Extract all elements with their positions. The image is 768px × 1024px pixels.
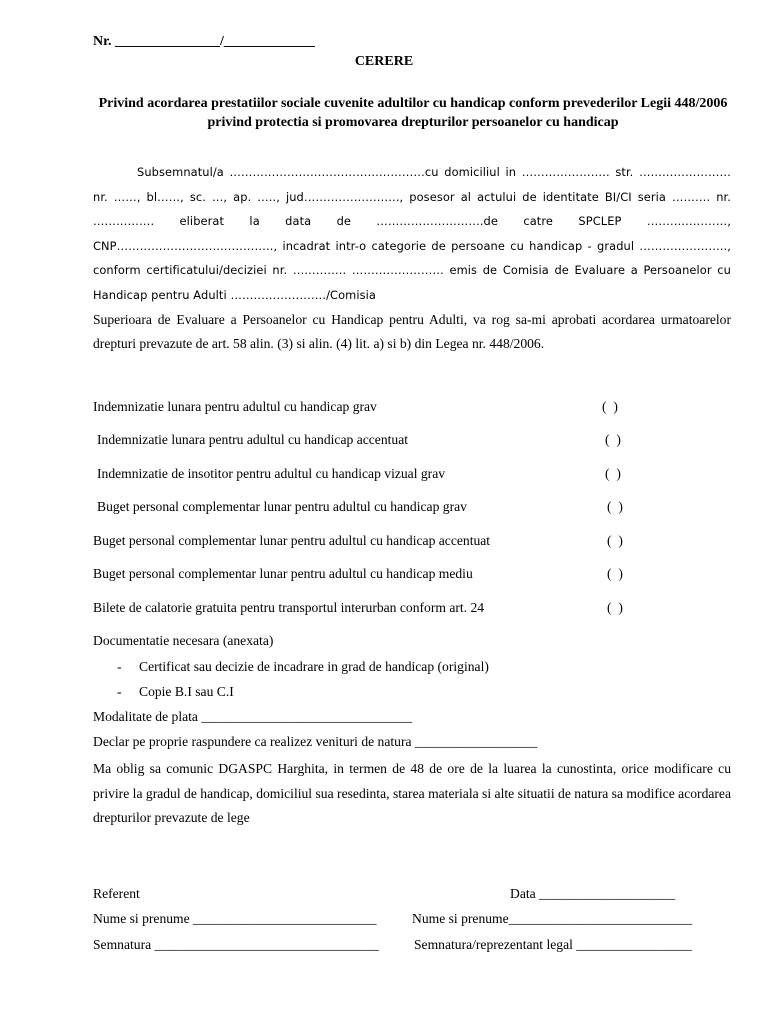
bullet-dash: -: [117, 684, 122, 699]
bullet-dash: -: [117, 659, 122, 674]
request-text: Superioara de Evaluare a Persoanelor cu Handicap pentru Adulti, va rog sa-mi aprobati acordarea urmatoarelor drepturi prevazute de art. 58 alin. (3) si alin. (4) lit. a) si b) din Legea nr. 448/2006.: [93, 311, 731, 352]
option-label: Buget personal complementar lunar pentru adultul cu handicap mediu: [93, 566, 473, 581]
option-checkbox[interactable]: ( ): [605, 432, 621, 447]
applicant-details-text: [93, 160, 731, 308]
option-label: Indemnizatie de insotitor pentru adultul cu handicap vizual grav: [97, 466, 446, 481]
referent-label: Referent: [93, 886, 140, 901]
option-checkbox[interactable]: ( ): [607, 499, 623, 514]
option-label: Buget personal complementar lunar pentru adultul cu handicap grav: [97, 499, 467, 514]
option-checkbox[interactable]: ( ): [602, 399, 618, 414]
obligation-text: Ma oblig sa comunic DGASPC Harghita, in termen de 48 de ore de la luarea la cunostinta, orice modificare cu privire la gradul de handicap, domiciliul sua resedinta, starea materiala si alte situatii de natura sa modifice acordarea drepturilor prevazute de lege: [93, 761, 731, 826]
signature-field-right[interactable]: Semnatura/reprezentant legal _________________: [414, 937, 692, 952]
date-field[interactable]: Data ____________________: [510, 886, 675, 901]
payment-method-field[interactable]: Modalitate de plata _______________________________: [93, 709, 413, 724]
name-field-left[interactable]: Nume si prenume ___________________________: [93, 911, 377, 926]
option-label: Indemnizatie lunara pentru adultul cu handicap grav: [93, 399, 377, 414]
document-subtitle: Privind acordarea prestatiilor sociale cuvenite adultilor cu handicap conform prevederilor Legii 448/2006 privind protectia si promovarea drepturilor persoanelor cu handicap: [98, 96, 728, 130]
document-title: CERERE: [354, 54, 414, 69]
option-checkbox[interactable]: ( ): [605, 466, 621, 481]
obligation-paragraph: [93, 757, 731, 831]
option-label: Bilete de calatorie gratuita pentru transportul interurban conform art. 24: [93, 600, 485, 615]
option-label: Indemnizatie lunara pentru adultul cu handicap accentuat: [97, 432, 409, 447]
signature-field-left[interactable]: Semnatura _________________________________: [93, 937, 379, 952]
applicant-paragraph: [93, 160, 731, 357]
docs-item: Copie B.I sau C.I: [139, 684, 234, 699]
name-field-right[interactable]: Nume si prenume___________________________: [412, 911, 693, 926]
applicant-details-fields: Subsemnatul/a ……………………………………………cu domiciliul in ………………….. str. ……………………nr. ……, bl……, sc. …, ap. ….., jud……………………., posesor al actului de identitate BI/CI seria ………. nr. ……………. eliberat la data de ……………………….de catre SPCLEP …………………, CNP………………………………….., incadrat intr-o categorie de persoane cu handicap - gradul ………………….., conform certificatului/deciziei nr. ………….. …………………… emis de Comisia de Evaluare a Persoanelor cu Handicap pentru Adulti ……………………./Comisia: [93, 165, 731, 302]
income-declaration-field[interactable]: Declar pe proprie raspundere ca realizez venituri de natura __________________: [93, 734, 538, 749]
option-label: Buget personal complementar lunar pentru adultul cu handicap accentuat: [93, 533, 491, 548]
docs-item: Certificat sau decizie de incadrare in grad de handicap (original): [139, 659, 489, 674]
option-checkbox[interactable]: ( ): [607, 566, 623, 581]
registration-number: Nr. _______________/_____________: [93, 34, 315, 49]
docs-heading: Documentatie necesara (anexata): [93, 633, 274, 648]
option-checkbox[interactable]: ( ): [607, 533, 623, 548]
option-checkbox[interactable]: ( ): [607, 600, 623, 615]
